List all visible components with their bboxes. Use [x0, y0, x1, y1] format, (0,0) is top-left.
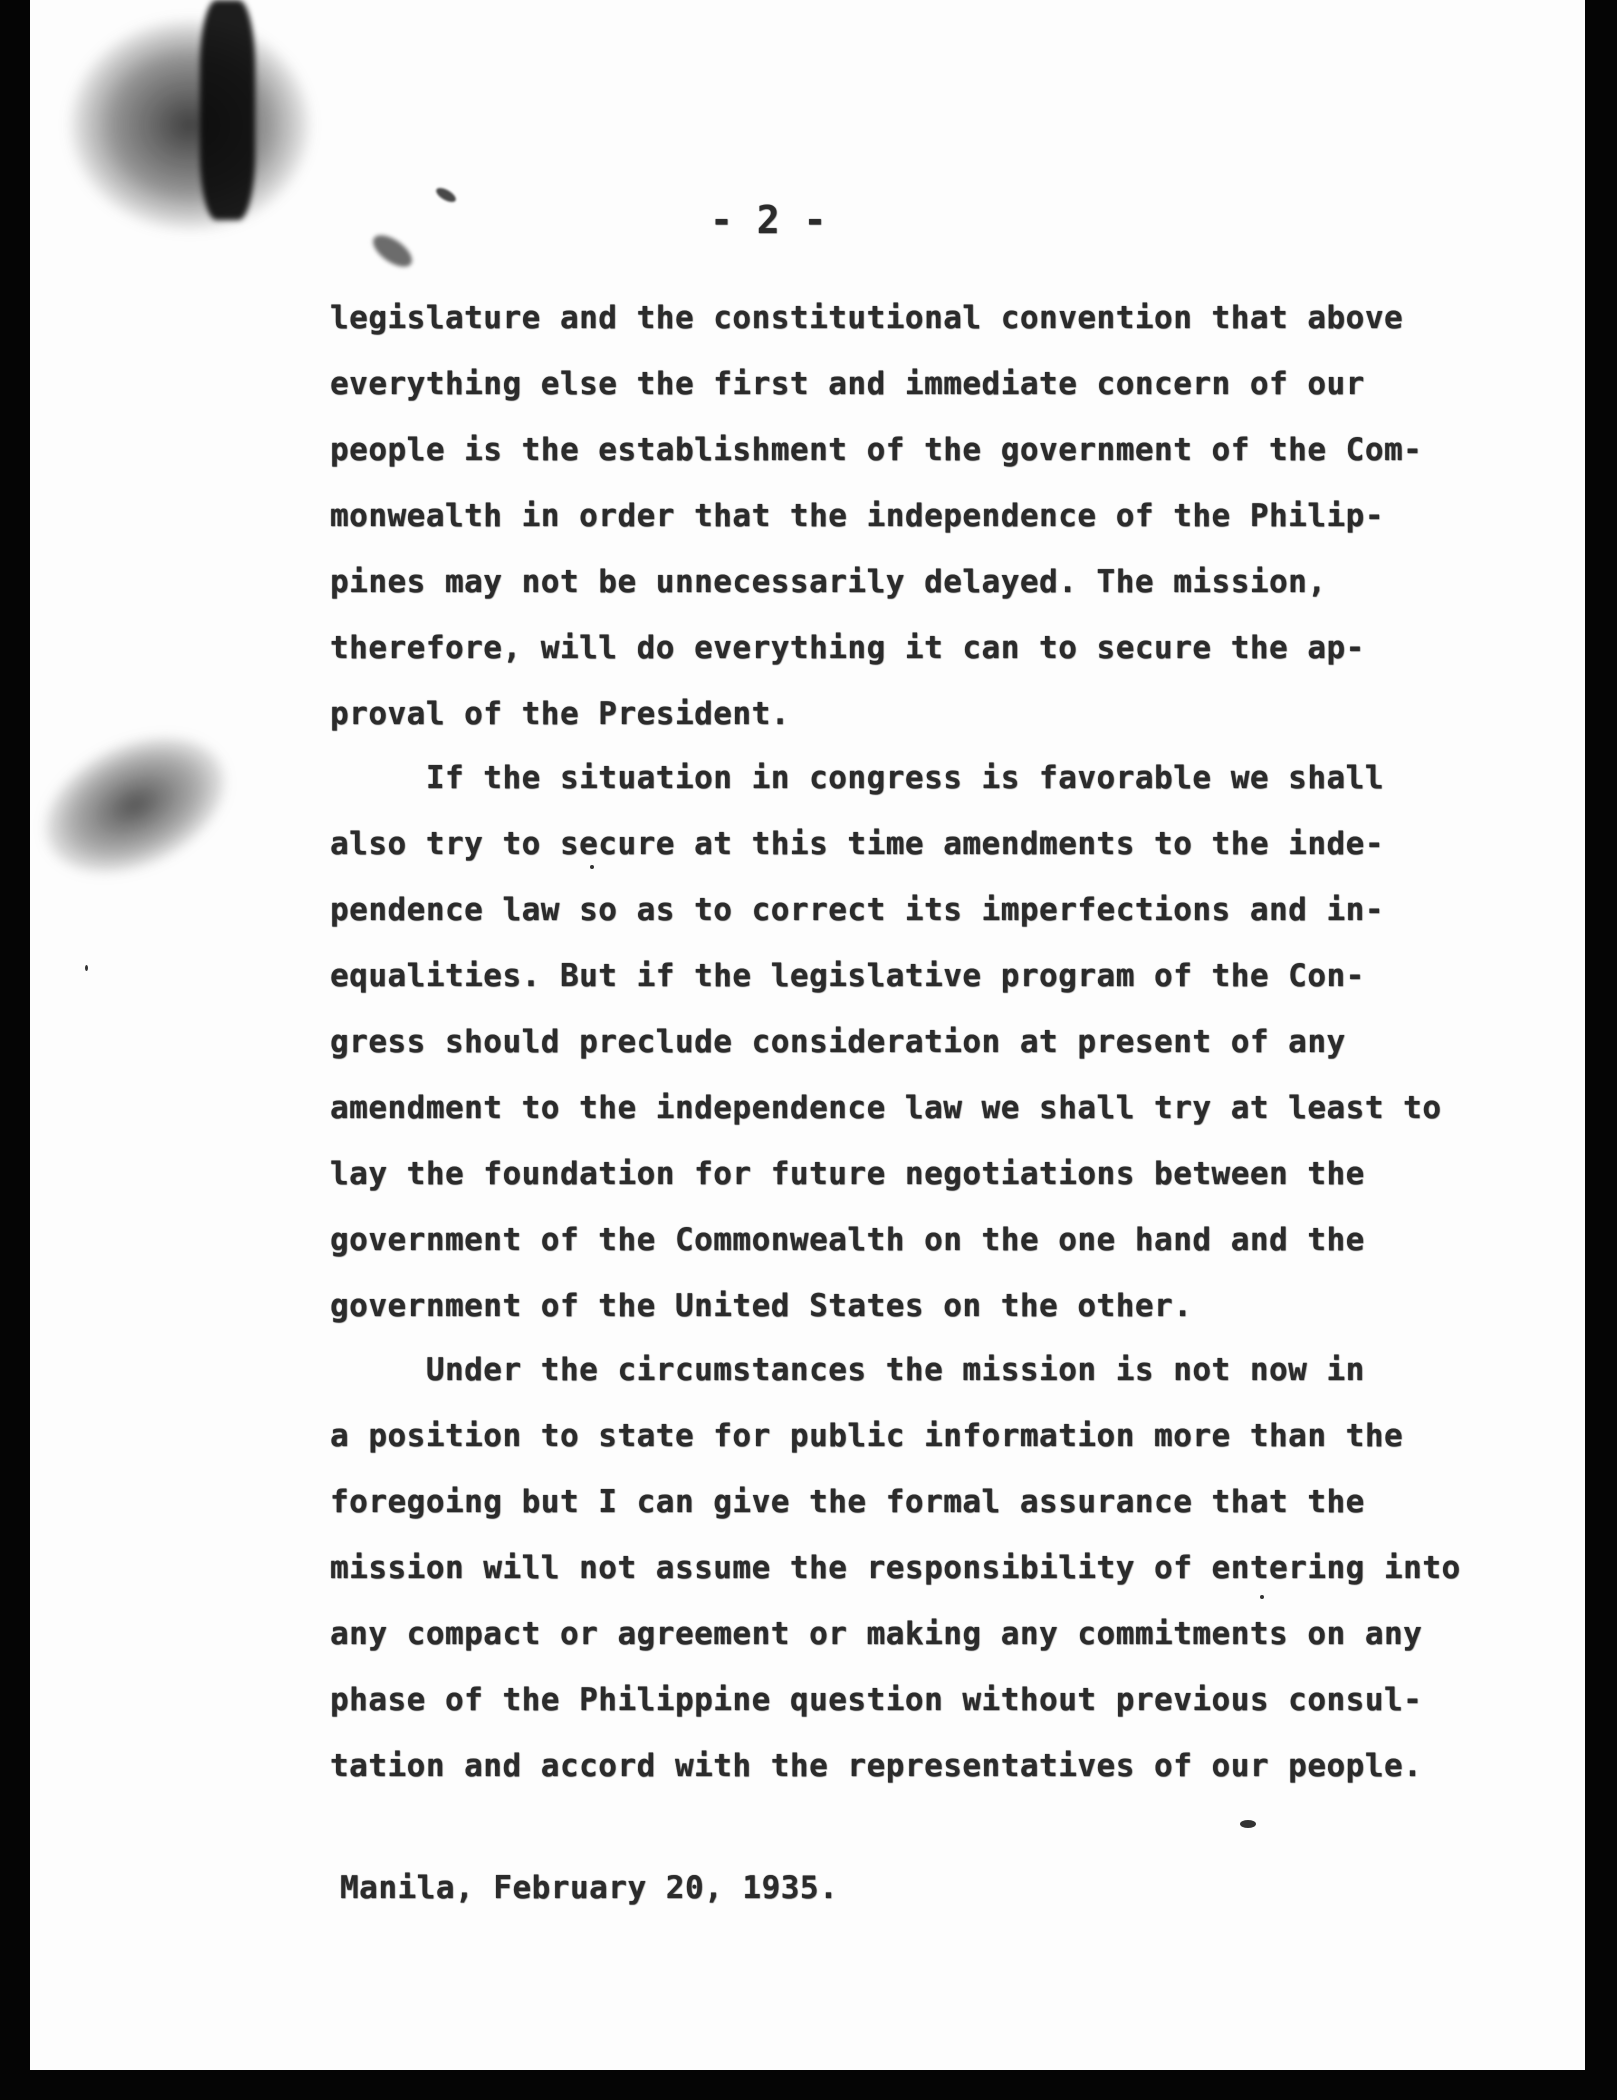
speck [85, 965, 88, 971]
paragraph-2-line-7: lay the foundation for future negotiations between the [330, 1156, 1365, 1192]
speck [1260, 1595, 1264, 1599]
page-number: - 2 - [710, 198, 827, 242]
paragraph-2-line-3: pendence law so as to correct its imperfections and in- [330, 892, 1384, 928]
scan-border-left [0, 0, 30, 2100]
paragraph-3-line-7: tation and accord with the representatives of our people. [330, 1748, 1423, 1784]
document-page [30, 0, 1585, 2070]
paragraph-2-line-2: also try to secure at this time amendments to the inde- [330, 826, 1384, 862]
paragraph-2-line-9: government of the United States on the other. [330, 1288, 1193, 1324]
paragraph-3-line-3: foregoing but I can give the formal assurance that the [330, 1484, 1365, 1520]
paragraph-3-line-6: phase of the Philippine question without previous consul- [330, 1682, 1423, 1718]
ink-smudge-top-left [70, 20, 310, 230]
scan-border-right [1585, 0, 1617, 2100]
paragraph-1-line-4: monwealth in order that the independence of the Philip- [330, 498, 1384, 534]
paragraph-1-line-6: therefore, will do everything it can to secure the ap- [330, 630, 1365, 666]
closing-date: Manila, February 20, 1935. [340, 1870, 839, 1906]
paragraph-3-line-1: Under the circumstances the mission is not now in [330, 1352, 1365, 1388]
paragraph-2-line-8: government of the Commonwealth on the one hand and the [330, 1222, 1365, 1258]
ink-smudge-left-margin [30, 710, 246, 899]
paragraph-1-line-2: everything else the first and immediate concern of our [330, 366, 1365, 402]
paragraph-1-line-1: legislature and the constitutional convention that above [330, 300, 1404, 336]
scan-border-bottom [0, 2070, 1617, 2100]
paragraph-3-line-2: a position to state for public information more than the [330, 1418, 1404, 1454]
paragraph-1-line-3: people is the establishment of the government of the Com- [330, 432, 1423, 468]
speck [1240, 1820, 1256, 1828]
paragraph-2-line-5: gress should preclude consideration at present of any [330, 1024, 1346, 1060]
paragraph-2-line-4: equalities. But if the legislative program of the Con- [330, 958, 1365, 994]
paragraph-3-line-4: mission will not assume the responsibility of entering into [330, 1550, 1461, 1586]
ink-mark-small [368, 229, 417, 273]
paragraph-2-line-1: If the situation in congress is favorable we shall [330, 760, 1384, 796]
paragraph-1-line-5: pines may not be unnecessarily delayed. The mission, [330, 564, 1327, 600]
ink-streak-top-left [200, 0, 255, 220]
paragraph-2-line-6: amendment to the independence law we shall try at least to [330, 1090, 1442, 1126]
ink-mark-tiny [434, 185, 458, 205]
paragraph-1-line-7: proval of the President. [330, 696, 790, 732]
paragraph-3-line-5: any compact or agreement or making any commitments on any [330, 1616, 1423, 1652]
speck [590, 865, 594, 869]
